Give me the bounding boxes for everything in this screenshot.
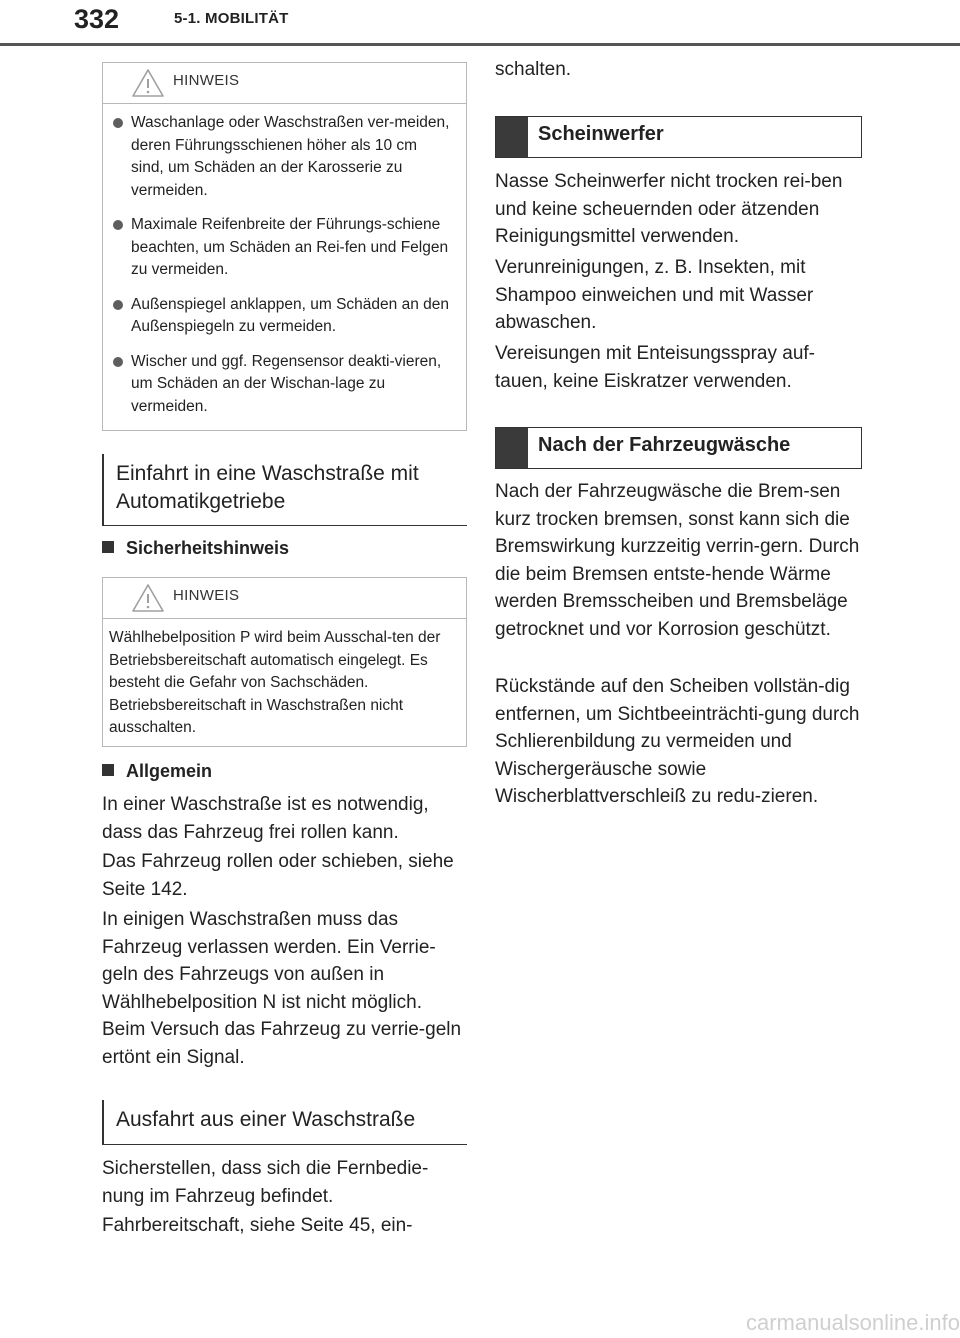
notice-box-selector <box>102 577 467 747</box>
bullet-icon <box>113 300 123 310</box>
notice-title: HINWEIS <box>173 587 240 604</box>
warning-triangle-icon <box>131 67 165 99</box>
section-heading-exit: Ausfahrt aus einer Waschstraße <box>102 1100 467 1145</box>
notice-item: Waschanlage oder Waschstraßen ver-meiden, deren Führungsschienen höher als 10 cm sind, um Schäden an der Karosserie zu vermeiden. <box>113 112 454 202</box>
notice-item: Wischer und ggf. Regensensor deakti-vieren, um Schäden an der Wischan-lage zu vermeiden. <box>113 351 454 419</box>
paragraph: Sicherstellen, dass sich die Fernbedie-nung im Fahrzeug befindet. <box>102 1158 429 1207</box>
paragraph: Rückstände auf den Scheiben vollstän-dig entfernen, um Sichtbeeinträchti-gung durch Schlierenbildung zu vermeiden und Wischergeräusche sowie Wischerblattverschleiß zu redu-zieren. <box>495 676 860 807</box>
paragraph: Fahrbereitschaft, siehe Seite 45, ein- <box>102 1215 413 1236</box>
subheading-general: Allgemein <box>102 761 212 782</box>
square-bullet-icon <box>102 764 114 776</box>
paragraph: In einigen Waschstraßen muss das Fahrzeug verlassen werden. Ein Verrie-geln des Fahrzeugs von außen in Wählhebelposition N ist nicht möglich. Beim Versuch das Fahrzeug zu verrie-geln ertönt ein Signal. <box>102 909 462 1068</box>
chapter-title: 5-1. MOBILITÄT <box>174 10 289 27</box>
section-heading-entry: Einfahrt in eine Waschstraße mit Automatikgetriebe <box>102 454 467 526</box>
square-bullet-icon <box>102 541 114 553</box>
paragraph: Nasse Scheinwerfer nicht trocken rei-ben und keine scheuernden oder ätzenden Reinigungsmittel verwenden. <box>495 171 843 247</box>
topic-heading-after-wash <box>495 427 862 469</box>
topic-bar <box>496 428 528 468</box>
bullet-icon <box>113 220 123 230</box>
notice-list <box>103 104 466 418</box>
bullet-icon <box>113 118 123 128</box>
topic-bar <box>496 117 528 157</box>
topic-label: Scheinwerfer <box>538 123 664 145</box>
notice-text: Wählhebelposition P wird beim Ausschal-ten der Betriebsbereitschaft automatisch eingelegt. Es besteht die Gefahr von Sachschäden. Betriebsbereitschaft in Waschstraßen nicht ausschalten. <box>109 629 441 736</box>
page-header <box>0 0 960 46</box>
notice-item: Maximale Reifenbreite der Führungs-schiene beachten, um Schäden an Rei-fen und Felgen zu vermeiden. <box>113 214 454 282</box>
header-divider <box>0 43 960 46</box>
watermark: carmanualsonline.info <box>745 1310 960 1335</box>
notice-item: Außenspiegel anklappen, um Schäden an den Außenspiegeln zu vermeiden. <box>113 294 454 339</box>
paragraph: Nach der Fahrzeugwäsche die Brem-sen kurz trocken bremsen, sonst kann sich die Bremswirkung kurzzeitig verrin-gern. Durch die beim Bremsen entste-hende Wärme werden Bremsscheiben und Bremsbeläge getrocknet und vor Korrosion geschützt. <box>495 481 860 640</box>
subheading-safety: Sicherheitshinweis <box>102 538 289 559</box>
bullet-icon <box>113 357 123 367</box>
notice-box-carwash <box>102 62 467 431</box>
notice-title: HINWEIS <box>173 72 240 89</box>
paragraph: In einer Waschstraße ist es notwendig, dass das Fahrzeug frei rollen kann. <box>102 794 429 843</box>
warning-triangle-icon <box>131 582 165 614</box>
paragraph: Das Fahrzeug rollen oder schieben, siehe Seite 142. <box>102 851 454 900</box>
paragraph-continued: schalten. <box>495 59 572 80</box>
paragraph: Vereisungen mit Enteisungsspray auf-tauen, keine Eiskratzer verwenden. <box>495 343 816 392</box>
notice-header <box>103 578 466 619</box>
topic-heading-headlights <box>495 116 862 158</box>
topic-label: Nach der Fahrzeugwäsche <box>538 434 791 456</box>
notice-header <box>103 63 466 104</box>
paragraph: Verunreinigungen, z. B. Insekten, mit Shampoo einweichen und mit Wasser abwaschen. <box>495 257 814 333</box>
page-number: 332 <box>74 4 120 34</box>
